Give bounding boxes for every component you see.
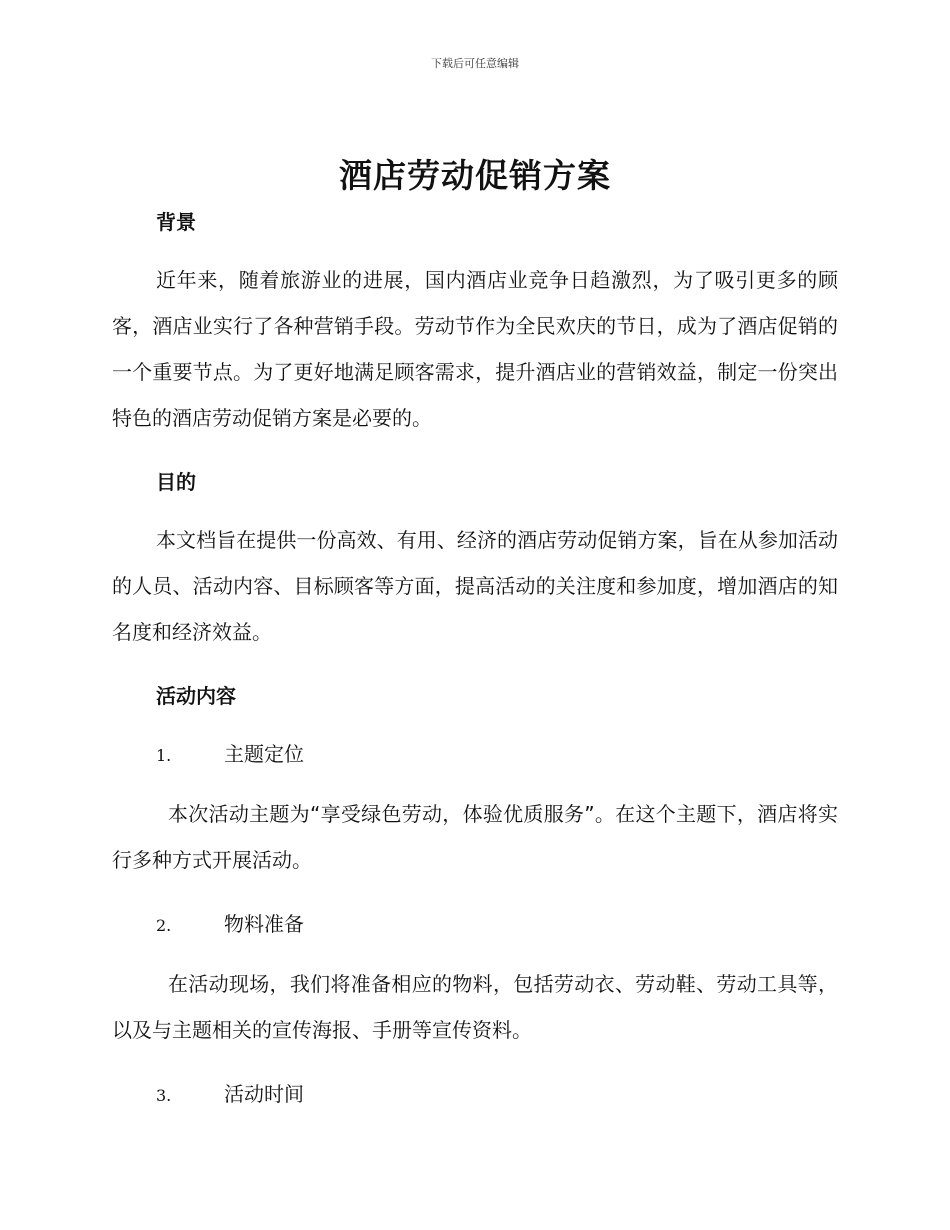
- background-paragraph: 近年来，随着旅游业的进展，国内酒店业竞争日趋激烈，为了吸引更多的顾客，酒店业实行了各种营销手段。劳动节作为全民欢庆的节日，成为了酒店促销的一个重要节点。为了更好地满足顾客需求，提升酒店业的营销效益，制定一份突出特色的酒店劳动促销方案是必要的。: [112, 268, 838, 430]
- materials-paragraph: 在活动现场，我们将准备相应的物料，包括劳动衣、劳动鞋、劳动工具等，以及与主题相关的宣传海报、手册等宣传资料。: [112, 972, 838, 1042]
- purpose-paragraph: 本文档旨在提供一份高效、有用、经济的酒店劳动促销方案，旨在从参加活动的人员、活动内容、目标顾客等方面，提高活动的关注度和参加度，增加酒店的知名度和经济效益。: [112, 528, 838, 644]
- list-number: 1.: [156, 746, 172, 765]
- list-label: 主题定位: [224, 742, 304, 766]
- document-title: 酒店劳动促销方案: [339, 156, 611, 195]
- list-item-time: [112, 1077, 838, 1113]
- list-number: 2.: [156, 916, 172, 935]
- list-number: 3.: [156, 1086, 172, 1105]
- header-note: 下载后可任意编辑: [431, 57, 519, 70]
- list-label: 活动时间: [224, 1082, 304, 1106]
- list-item-theme: [112, 737, 838, 773]
- list-item-materials: [112, 907, 838, 943]
- section-heading-purpose: 目的: [156, 470, 196, 494]
- section-heading-background: 背景: [156, 210, 196, 234]
- list-label: 物料准备: [224, 912, 304, 936]
- document-body: [112, 205, 838, 1113]
- theme-paragraph: 本次活动主题为“享受绿色劳动，体验优质服务”。在这个主题下，酒店将实行多种方式开展活动。: [112, 802, 838, 872]
- section-heading-activity-content: 活动内容: [156, 684, 236, 708]
